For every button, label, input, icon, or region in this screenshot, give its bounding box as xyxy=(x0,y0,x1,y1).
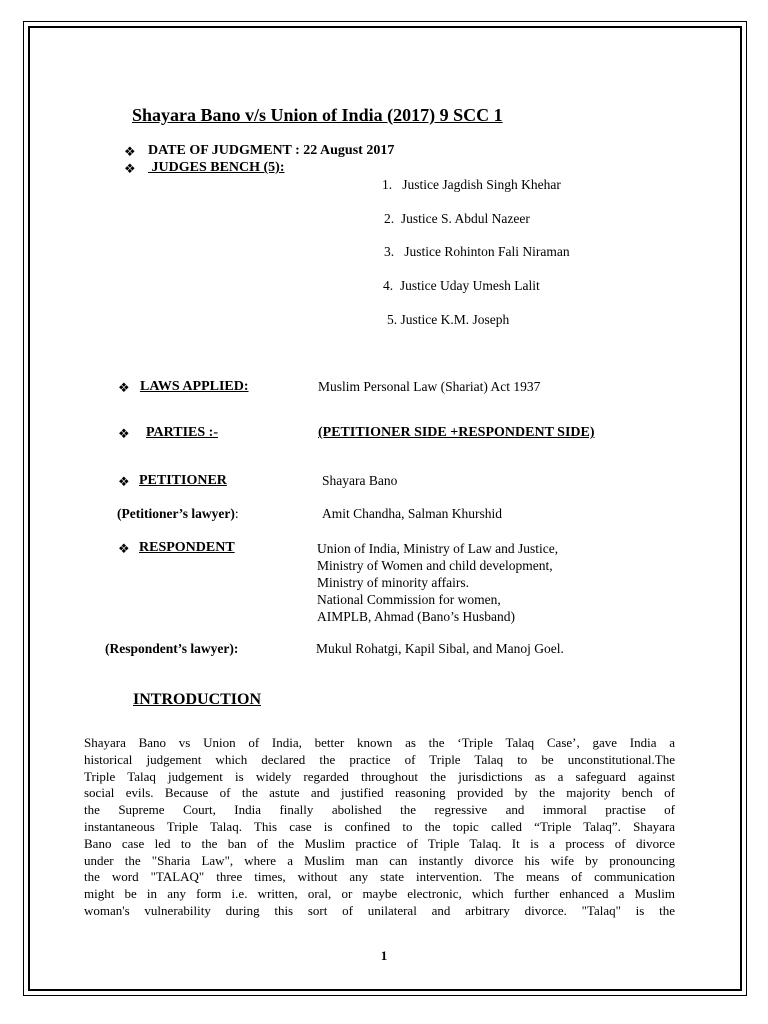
respondent-value-line: AIMPLB, Ahmad (Bano’s Husband) xyxy=(317,609,515,624)
introduction-heading: INTRODUCTION xyxy=(133,691,262,708)
date-of-judgment: DATE OF JUDGMENT : 22 August 2017 xyxy=(148,143,395,158)
parties-value: (PETITIONER SIDE +RESPONDENT SIDE) xyxy=(318,425,595,440)
judge-item: 4. Justice Uday Umesh Lalit xyxy=(383,278,540,293)
petitioner-lawyer-colon: : xyxy=(234,506,239,521)
paragraph-line: instantaneous Triple Talaq. This case is confined to the topic called “Triple Talaq”. Shayara xyxy=(84,818,675,834)
petitioner-value: Shayara Bano xyxy=(322,473,398,488)
respondent-value-line: Ministry of Women and child development, xyxy=(317,558,553,573)
paragraph-line: social evils. Because of the astute and justified reasoning provided by the majority bench of xyxy=(84,785,675,801)
page-number: 1 xyxy=(380,948,388,963)
judge-item: 1. Justice Jagdish Singh Khehar xyxy=(382,177,561,192)
paragraph-line: Bano case led to the ban of the Muslim practice of Triple Talaq. It is a process of divorce xyxy=(84,835,675,851)
paragraph-line: woman's vulnerability during this sort of unilateral and arbitrary divorce. "Talaq" is the xyxy=(84,902,675,918)
petitioner-lawyer-value: Amit Chandha, Salman Khurshid xyxy=(322,506,502,521)
bullet-icon: ❖ xyxy=(124,144,136,159)
bullet-icon: ❖ xyxy=(124,161,136,176)
respondent-value-line: Ministry of minority affairs. xyxy=(317,575,469,590)
paragraph-line: the Supreme Court, India finally abolished the regressive and immoral practise of xyxy=(84,802,675,818)
paragraph-line: historical judgement which declared the practice of Triple Talaq to be unconstitutional.The xyxy=(84,751,675,767)
paragraph-line: under the "Sharia Law", where a Muslim man can instantly divorce his wife by pronouncing xyxy=(84,852,675,868)
paragraph-line: Triple Talaq judgement is widely regarded throughout the jurisdictions as a safeguard against xyxy=(84,768,675,784)
respondent-value-line: Union of India, Ministry of Law and Justice, xyxy=(317,541,559,556)
laws-applied-value: Muslim Personal Law (Shariat) Act 1937 xyxy=(318,379,541,394)
paragraph-line: the word "TALAQ" three times, without any state intervention. The means of communication xyxy=(84,869,675,885)
judges-bench-label: JUDGES BENCH (5): xyxy=(148,160,285,175)
petitioner-lawyer-label-wrap xyxy=(117,506,239,522)
paragraph-line: Shayara Bano vs Union of India, better known as the ‘Triple Talaq Case’, gave India a xyxy=(84,735,675,750)
petitioner-label: PETITIONER xyxy=(139,473,227,488)
judge-item: 3. Justice Rohinton Fali Niraman xyxy=(384,244,570,259)
bullet-icon: ❖ xyxy=(118,474,130,489)
respondent-lawyer-label: (Respondent’s lawyer): xyxy=(105,641,239,656)
respondent-label: RESPONDENT xyxy=(139,540,235,555)
parties-label: PARTIES :- xyxy=(146,425,218,440)
respondent-values xyxy=(317,540,558,625)
respondent-value-line: National Commission for women, xyxy=(317,592,501,607)
respondent-lawyer-value: Mukul Rohatgi, Kapil Sibal, and Manoj Goel. xyxy=(316,641,564,656)
petitioner-lawyer-label: (Petitioner’s lawyer) xyxy=(117,506,235,521)
laws-applied-label: LAWS APPLIED: xyxy=(140,379,249,394)
bullet-icon: ❖ xyxy=(118,541,130,556)
judge-item: 2. Justice S. Abdul Nazeer xyxy=(384,211,530,226)
paragraph-line: might be in any form i.e. written, oral, or maybe electronic, which further enhanced a Muslim xyxy=(84,886,675,902)
bullet-icon: ❖ xyxy=(118,426,130,441)
introduction-body xyxy=(84,735,675,920)
document-title: Shayara Bano v/s Union of India (2017) 9 SCC 1 xyxy=(132,105,503,125)
judge-item: 5. Justice K.M. Joseph xyxy=(387,312,510,327)
bullet-icon: ❖ xyxy=(118,380,130,395)
